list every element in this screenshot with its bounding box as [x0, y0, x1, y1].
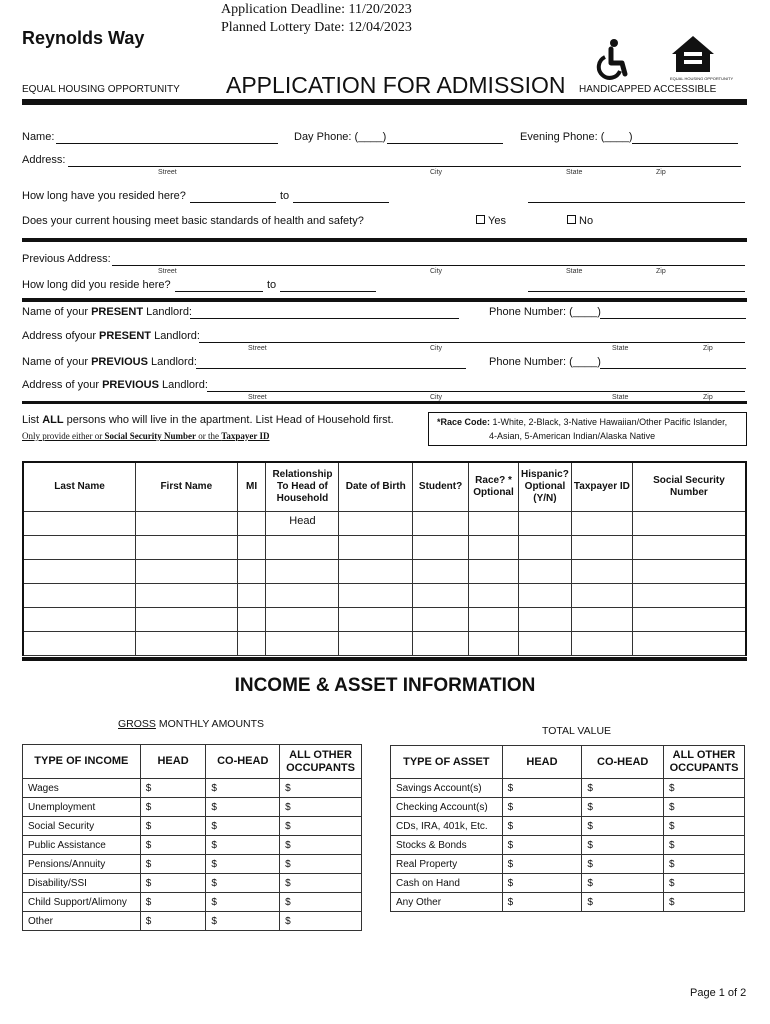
pvl-state-caption: State [612, 394, 629, 401]
table-row [23, 874, 362, 893]
table-row [391, 855, 745, 874]
amount-cell[interactable]: $ [502, 798, 582, 817]
address-street-caption: Street [158, 169, 177, 176]
race-code-box: *Race Code: 1-White, 2-Black, 3-Native Hawaiian/Other Pacific Islander, 4-Asian, 5-American Indian/Alaska Native [428, 412, 747, 446]
amount-cell[interactable]: $ [140, 912, 206, 931]
present-landlord-address-field[interactable] [199, 342, 745, 343]
application-deadline: Application Deadline: 11/20/2023 [221, 2, 412, 17]
household-cell[interactable] [237, 631, 266, 655]
address-city-caption: City [430, 169, 443, 176]
household-cell[interactable] [136, 511, 238, 535]
amount-cell[interactable]: $ [280, 893, 362, 912]
household-cell[interactable] [413, 535, 469, 559]
table-row [23, 583, 746, 607]
household-cell[interactable] [469, 511, 519, 535]
household-cell[interactable] [413, 631, 469, 655]
amount-cell[interactable]: $ [206, 855, 280, 874]
day-phone-label: Day Phone: (____) [294, 131, 387, 143]
section-rule-3 [22, 401, 747, 404]
asset-col-others: ALL OTHER OCCUPANTS [664, 746, 745, 779]
table-row [23, 535, 746, 559]
amount-cell[interactable]: $ [664, 893, 745, 912]
household-cell[interactable] [518, 607, 571, 631]
gross-monthly-label: GROSS MONTHLY AMOUNTS [118, 718, 265, 730]
equal-housing-icon [670, 34, 716, 80]
household-cell[interactable] [136, 559, 238, 583]
amount-cell[interactable]: $ [502, 855, 582, 874]
prev-state-caption: State [566, 268, 583, 275]
col-student: Student? [413, 462, 469, 511]
household-cell[interactable] [571, 559, 632, 583]
amount-cell[interactable]: $ [664, 855, 745, 874]
header-rule [22, 99, 747, 105]
row-label: Any Other [391, 893, 503, 912]
prev-resided-to-field[interactable] [280, 291, 376, 292]
amount-cell[interactable]: $ [140, 893, 206, 912]
pvl-street-caption: Street [248, 394, 267, 401]
household-cell[interactable] [632, 511, 746, 535]
pvl-city-caption: City [430, 394, 443, 401]
household-cell[interactable] [518, 559, 571, 583]
household-cell[interactable] [266, 535, 339, 559]
household-cell[interactable] [266, 583, 339, 607]
household-cell[interactable] [632, 559, 746, 583]
property-name: Reynolds Way [22, 28, 145, 48]
household-cell[interactable] [469, 583, 519, 607]
row-label: Cash on Hand [391, 874, 503, 893]
household-cell[interactable] [469, 559, 519, 583]
col-first-name: First Name [136, 462, 238, 511]
table-row [23, 779, 362, 798]
previous-landlord-address-field[interactable] [207, 391, 745, 392]
household-cell[interactable] [339, 631, 413, 655]
row-label: Child Support/Alimony [23, 893, 141, 912]
amount-cell[interactable]: $ [206, 798, 280, 817]
equal-housing-label: EQUAL HOUSING OPPORTUNITY [22, 84, 180, 95]
amount-cell[interactable]: $ [206, 836, 280, 855]
amount-cell[interactable]: $ [140, 779, 206, 798]
household-cell[interactable] [413, 607, 469, 631]
row-label: Pensions/Annuity [23, 855, 141, 874]
row-label: Disability/SSI [23, 874, 141, 893]
present-phone-field[interactable] [600, 318, 746, 319]
row-label: Other [23, 912, 141, 931]
table-row [23, 817, 362, 836]
standards-no[interactable] [567, 215, 593, 227]
row-label: Stocks & Bonds [391, 836, 503, 855]
household-cell[interactable] [469, 535, 519, 559]
household-cell[interactable] [136, 631, 238, 655]
household-cell[interactable] [518, 511, 571, 535]
household-cell[interactable] [237, 511, 266, 535]
prev-street-caption: Street [158, 268, 177, 275]
amount-cell[interactable]: $ [664, 798, 745, 817]
household-cell[interactable] [266, 559, 339, 583]
page-title: APPLICATION FOR ADMISSION [226, 72, 566, 98]
pl-state-caption: State [612, 345, 629, 352]
list-persons-instruction: List ALL persons who will live in the apartment. List Head of Household first. [22, 414, 394, 426]
table-row [23, 855, 362, 874]
table-row [391, 817, 745, 836]
resided-to-label: to [280, 190, 290, 202]
total-value-label: TOTAL VALUE [542, 725, 612, 737]
name-label: Name: [22, 131, 55, 143]
amount-cell[interactable]: $ [140, 874, 206, 893]
prev-resided-from-field[interactable] [175, 291, 263, 292]
household-cell[interactable] [237, 583, 266, 607]
household-cell[interactable] [136, 607, 238, 631]
income-col-cohead: CO-HEAD [206, 745, 280, 779]
household-cell[interactable] [518, 583, 571, 607]
household-cell[interactable] [339, 511, 413, 535]
household-cell[interactable] [518, 535, 571, 559]
amount-cell[interactable]: $ [280, 779, 362, 798]
amount-cell[interactable]: $ [206, 779, 280, 798]
table-row [23, 912, 362, 931]
household-cell[interactable] [571, 607, 632, 631]
address-label: Address: [22, 154, 66, 166]
asset-col-cohead: CO-HEAD [582, 746, 664, 779]
resided-to-field[interactable] [293, 202, 389, 203]
household-cell[interactable] [413, 511, 469, 535]
address-field[interactable] [68, 166, 741, 167]
section-rule-1 [22, 238, 747, 242]
household-cell[interactable] [632, 583, 746, 607]
evening-phone-label: Evening Phone: (____) [520, 131, 633, 143]
amount-cell[interactable]: $ [502, 893, 582, 912]
amount-cell[interactable]: $ [280, 836, 362, 855]
prev-city-caption: City [430, 268, 443, 275]
household-cell[interactable] [23, 559, 136, 583]
day-phone-field[interactable] [387, 143, 503, 144]
amount-cell[interactable]: $ [280, 874, 362, 893]
household-cell[interactable] [469, 607, 519, 631]
amount-cell[interactable]: $ [206, 912, 280, 931]
lottery-date: Planned Lottery Date: 12/04/2023 [221, 20, 412, 35]
page-number: Page 1 of 2 [690, 987, 747, 999]
household-cell[interactable] [632, 607, 746, 631]
amount-cell[interactable]: $ [140, 798, 206, 817]
accessible-label: HANDICAPPED ACCESSIBLE [579, 84, 717, 95]
household-cell[interactable] [339, 559, 413, 583]
amount-cell[interactable]: $ [582, 855, 664, 874]
household-cell[interactable]: Head [266, 511, 339, 535]
household-cell[interactable] [413, 559, 469, 583]
household-cell[interactable] [23, 511, 136, 535]
row-label: Public Assistance [23, 836, 141, 855]
household-rows [23, 511, 746, 655]
row-label: Unemployment [23, 798, 141, 817]
amount-cell[interactable]: $ [280, 855, 362, 874]
row-label: Social Security [23, 817, 141, 836]
household-cell[interactable] [518, 631, 571, 655]
household-cell[interactable] [571, 583, 632, 607]
previous-landlord-field[interactable] [196, 368, 466, 369]
amount-cell[interactable]: $ [664, 779, 745, 798]
table-row [23, 836, 362, 855]
asset-col-type: TYPE OF ASSET [391, 746, 503, 779]
previous-landlord-address-label: Address of your PREVIOUS Landlord: [22, 379, 208, 391]
section-rule-2 [22, 298, 747, 302]
yes-checkbox[interactable] [476, 215, 485, 224]
present-landlord-field[interactable] [190, 318, 459, 319]
amount-cell[interactable]: $ [582, 798, 664, 817]
household-bottom-rule [22, 657, 747, 661]
household-cell[interactable] [266, 607, 339, 631]
amount-cell[interactable]: $ [582, 893, 664, 912]
present-landlord-label: Name of your PRESENT Landlord: [22, 306, 192, 318]
table-row [391, 893, 745, 912]
asset-table [390, 745, 745, 912]
col-last-name: Last Name [23, 462, 136, 511]
household-cell[interactable] [23, 607, 136, 631]
equal-housing-logo-text: EQUAL HOUSING OPPORTUNITY [670, 76, 734, 81]
col-taxpayer-id: Taxpayer ID [571, 462, 632, 511]
table-row [391, 874, 745, 893]
amount-cell[interactable]: $ [206, 874, 280, 893]
prev-resided-label: How long did you reside here? [22, 279, 171, 291]
row-label: CDs, IRA, 401k, Etc. [391, 817, 503, 836]
previous-landlord-label: Name of your PREVIOUS Landlord: [22, 356, 197, 368]
present-phone-label: Phone Number: (____) [489, 306, 601, 318]
amount-cell[interactable]: $ [502, 817, 582, 836]
yes-label: Yes [488, 215, 506, 227]
previous-phone-label: Phone Number: (____) [489, 356, 601, 368]
pvl-zip-caption: Zip [703, 394, 713, 401]
pl-zip-caption: Zip [703, 345, 713, 352]
prev-zip-caption: Zip [656, 268, 666, 275]
amount-cell[interactable]: $ [206, 817, 280, 836]
col-relationship: Relationship To Head of Household [266, 462, 339, 511]
amount-cell[interactable]: $ [664, 836, 745, 855]
income-table [22, 744, 362, 931]
household-cell[interactable] [23, 583, 136, 607]
household-cell[interactable] [136, 535, 238, 559]
amount-cell[interactable]: $ [502, 836, 582, 855]
ssn-taxid-note: Only provide either or Social Security Number or the Taxpayer ID [22, 431, 270, 441]
resided-label: How long have you resided here? [22, 190, 186, 202]
row-label: Checking Account(s) [391, 798, 503, 817]
household-cell[interactable] [632, 535, 746, 559]
table-row [23, 631, 746, 655]
amount-cell[interactable]: $ [582, 874, 664, 893]
pl-street-caption: Street [248, 345, 267, 352]
address-zip-caption: Zip [656, 169, 666, 176]
standards-question: Does your current housing meet basic standards of health and safety? [22, 215, 364, 227]
asset-col-head: HEAD [502, 746, 582, 779]
household-cell[interactable] [339, 583, 413, 607]
name-field[interactable] [56, 143, 278, 144]
amount-cell[interactable]: $ [206, 893, 280, 912]
table-row [391, 836, 745, 855]
table-row [23, 798, 362, 817]
amount-cell[interactable]: $ [502, 874, 582, 893]
table-row [23, 559, 746, 583]
household-cell[interactable] [413, 583, 469, 607]
household-cell[interactable] [571, 511, 632, 535]
household-cell[interactable] [469, 631, 519, 655]
row-label: Savings Account(s) [391, 779, 503, 798]
household-cell[interactable] [266, 631, 339, 655]
household-cell[interactable] [571, 631, 632, 655]
previous-address-label: Previous Address: [22, 253, 111, 265]
household-table [22, 461, 747, 656]
table-row [391, 798, 745, 817]
household-cell[interactable] [136, 583, 238, 607]
standards-yes[interactable] [476, 215, 506, 227]
col-dob: Date of Birth [339, 462, 413, 511]
income-asset-title: INCOME & ASSET INFORMATION [234, 675, 536, 696]
income-col-head: HEAD [140, 745, 206, 779]
resided-extra-field[interactable] [528, 202, 745, 203]
income-col-type: TYPE OF INCOME [23, 745, 141, 779]
amount-cell[interactable]: $ [140, 817, 206, 836]
wheelchair-icon [594, 38, 630, 80]
no-label: No [579, 215, 594, 227]
household-cell[interactable] [237, 559, 266, 583]
col-ssn: Social Security Number [632, 462, 746, 511]
address-state-caption: State [566, 169, 583, 176]
previous-phone-field[interactable] [600, 368, 746, 369]
prev-resided-to-label: to [267, 279, 277, 291]
household-cell[interactable] [339, 535, 413, 559]
col-mi: MI [237, 462, 266, 511]
amount-cell[interactable]: $ [280, 798, 362, 817]
resided-from-field[interactable] [190, 202, 276, 203]
amount-cell[interactable]: $ [280, 912, 362, 931]
row-label: Real Property [391, 855, 503, 874]
table-row [23, 511, 746, 535]
amount-cell[interactable]: $ [664, 817, 745, 836]
table-row [391, 779, 745, 798]
household-cell[interactable] [237, 607, 266, 631]
col-hispanic: Hispanic? Optional (Y/N) [518, 462, 571, 511]
household-cell[interactable] [632, 631, 746, 655]
income-col-others: ALL OTHER OCCUPANTS [280, 745, 362, 779]
amount-cell[interactable]: $ [140, 836, 206, 855]
no-checkbox[interactable] [567, 215, 576, 224]
evening-phone-field[interactable] [632, 143, 738, 144]
household-cell[interactable] [23, 631, 136, 655]
previous-address-field[interactable] [112, 265, 745, 266]
row-label: Wages [23, 779, 141, 798]
amount-cell[interactable]: $ [502, 779, 582, 798]
household-cell[interactable] [339, 607, 413, 631]
amount-cell[interactable]: $ [280, 817, 362, 836]
col-race: Race? * Optional [469, 462, 519, 511]
amount-cell[interactable]: $ [582, 817, 664, 836]
prev-resided-extra-field[interactable] [528, 291, 745, 292]
table-row [23, 607, 746, 631]
amount-cell[interactable]: $ [664, 874, 745, 893]
household-cell[interactable] [23, 535, 136, 559]
amount-cell[interactable]: $ [582, 836, 664, 855]
pl-city-caption: City [430, 345, 443, 352]
amount-cell[interactable]: $ [582, 779, 664, 798]
table-row [23, 893, 362, 912]
household-cell[interactable] [571, 535, 632, 559]
present-landlord-address-label: Address ofyour PRESENT Landlord: [22, 330, 200, 342]
household-cell[interactable] [237, 535, 266, 559]
amount-cell[interactable]: $ [140, 855, 206, 874]
